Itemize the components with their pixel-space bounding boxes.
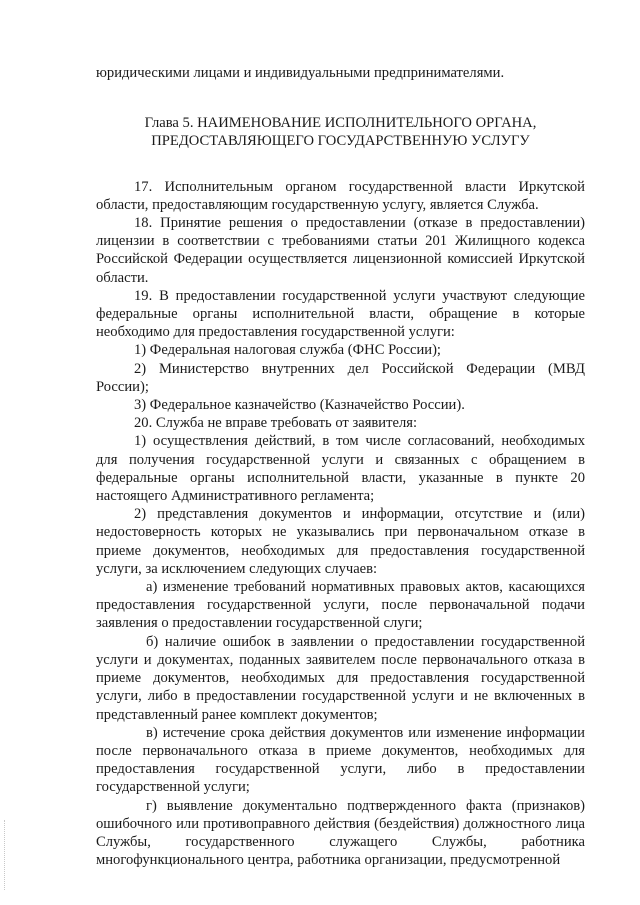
scan-edge-marks	[4, 820, 7, 890]
paragraph-17: 17. Исполнительным органом государственной власти Иркутской области, предоставляющим государственную услугу, является Служба.	[96, 178, 585, 213]
chapter-title-line-2: ПРЕДОСТАВЛЯЮЩЕГО ГОСУДАРСТВЕННУЮ УСЛУГУ	[151, 133, 530, 150]
paragraph-19: 19. В предоставлении государственной услуги участвуют следующие федеральные органы исполнительной власти, обращение в которые необходимо для предоставления государственной услуги:	[96, 287, 585, 341]
paragraph-20: 20. Служба не вправе требовать от заявителя:	[134, 415, 418, 432]
intro-line: юридическими лицами и индивидуальными предпринимателями.	[96, 65, 505, 81]
paragraph-18: 18. Принятие решения о предоставлении (отказе в предоставлении) лицензии в соответствии с требованиями статьи 201 Жилищного кодекса Российской Федерации осуществляется лицензионной комиссией Иркутской области.	[96, 215, 585, 286]
paragraph-20-item-1: 1) осуществления действий, в том числе согласований, необходимых для получения государственной услуги и связанных с обращением в федеральные органы исполнительной власти, указанные в пункте 20 настоящего Административного регламента;	[96, 433, 585, 505]
paragraph-20-subitem-b: б) наличие ошибок в заявлении о предоставлении государственной услуги и документах, поданных заявителем после первоначального отказа в приеме документов, необходимых для предоставления государственной услуги, либо в предоставлении государственной услуги и не включенных в представленный ранее комплект документов;	[96, 633, 585, 723]
paragraph-20-subitem-a: а) изменение требований нормативных правовых актов, касающихся предоставления государственной услуги, после первоначальной подачи заявления о предоставлении государственной слуги;	[96, 579, 585, 632]
paragraph-20-subitem-v: в) истечение срока действия документов или изменение информации после первоначального отказа в приеме документов, необходимых для предоставления государственной услуги, либо в предоставлении государственной услуги;	[96, 724, 585, 796]
paragraph-20-subitem-g: г) выявление документально подтвержденного факта (признаков) ошибочного или противоправного действия (бездействия) должностного лица Службы, государственного служащего Службы, работника многофункционального центра, работника организации, предусмотренной	[96, 797, 585, 869]
chapter-title	[96, 114, 585, 150]
paragraph-20-item-2: 2) представления документов и информации, отсутствие и (или) недостоверность которых не указывались при первоначальном отказе в приеме документов, необходимых для предоставления государственной услуги, за исключением следующих случаев:	[96, 506, 585, 577]
paragraph-19-item-3: 3) Федеральное казначейство (Казначейство России).	[134, 397, 465, 414]
paragraph-19-item-2: 2) Министерство внутренних дел Российской Федерации (МВД России);	[96, 360, 585, 395]
chapter-title-line-1: Глава 5. НАИМЕНОВАНИЕ ИСПОЛНИТЕЛЬНОГО ОРГАНА,	[144, 115, 537, 132]
paragraph-19-item-1: 1) Федеральная налоговая служба (ФНС России);	[134, 342, 441, 359]
